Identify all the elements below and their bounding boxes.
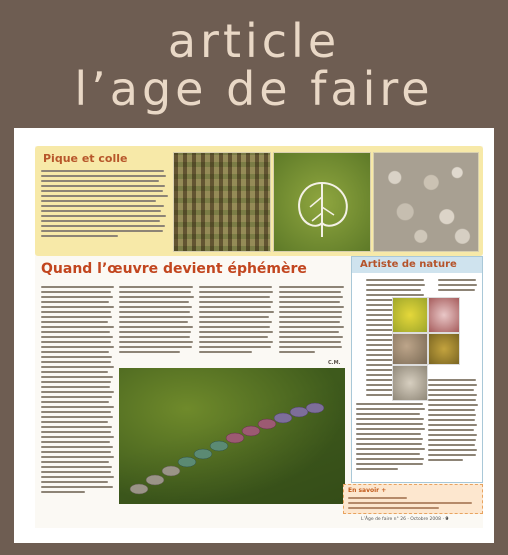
footer-issue: L’Âge de faire n° 26 · Octobre 2008 · [361,517,444,522]
stone-spiral-icon [119,368,345,504]
article-title-line2: l’age de faire [74,62,434,116]
artist-box-title: Artiste de nature [352,257,482,273]
article-title-line1: article [167,14,341,68]
headline: Quand l’œuvre devient éphémère [41,261,307,277]
leaf-outline-icon [286,163,358,241]
author-signature: C.M. [328,360,341,366]
artist-box-text-3 [428,379,478,475]
more-info-box [343,484,483,514]
article-column-4 [279,286,345,358]
more-info-title: En savoir + [348,487,387,494]
woven-grass-photo [173,152,271,252]
sidebar-title: Pique et colle [43,152,128,165]
stones-on-moss-photo [119,368,345,504]
article-column-2 [119,286,195,358]
pebbles-photo [373,152,479,252]
sidebar-text [41,170,169,250]
magazine-page [35,146,483,528]
article-column-3 [199,286,275,358]
artist-box-text-4 [356,403,426,475]
more-info-text [348,497,478,512]
nest-photo [392,333,428,365]
artist-box [351,256,483,483]
leaf-on-grass-photo [273,152,371,252]
artist-box-text-2 [438,279,478,379]
article-card [14,128,494,543]
stone-sculpture-photo [392,365,428,401]
sidebar-band [35,146,483,256]
page-footer [361,517,448,522]
yellow-flower-photo [392,297,428,333]
article-column-1 [41,286,115,498]
page-number: 9 [445,517,449,522]
